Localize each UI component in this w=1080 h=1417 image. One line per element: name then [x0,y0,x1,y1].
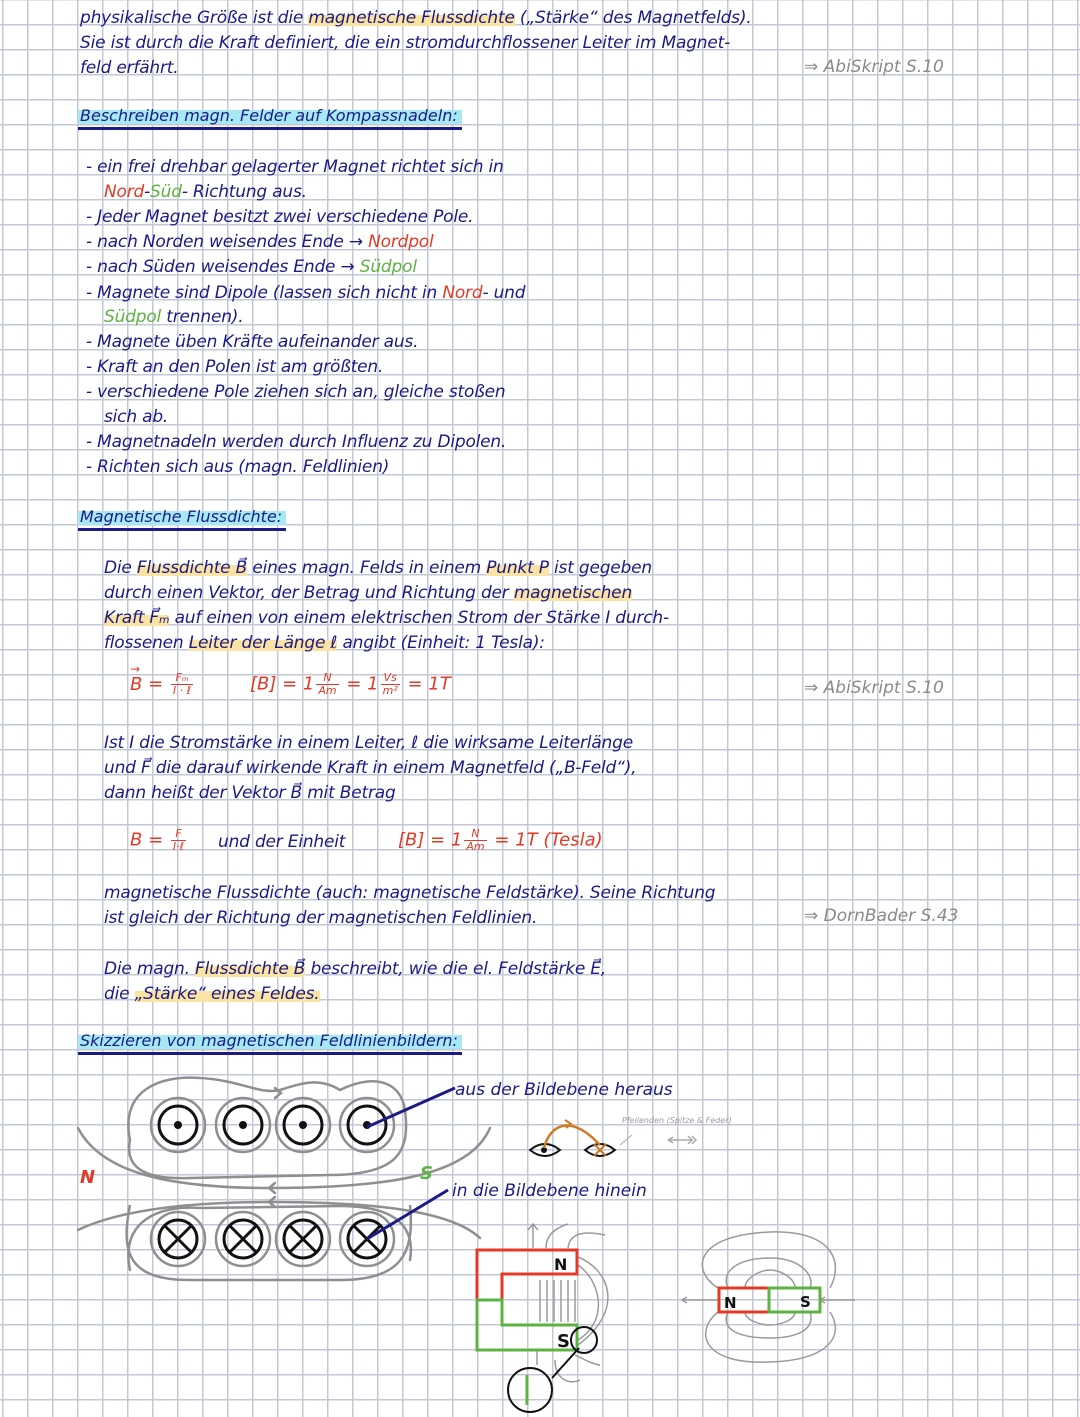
denominator: Am [318,684,337,697]
flux-p2-line-1: Ist I die Stromstärke in einem Leiter, ℓ die wirksame Leiterlänge [104,733,633,753]
suedpol-word: Südpol [104,307,162,327]
fraction [381,672,400,697]
text: beschreibt, wie die el. Feldstärke E⃗, [305,959,607,979]
bar-n-label: N [724,1294,737,1312]
sep: - [144,182,151,202]
highlight-magnetic-flux-density: magnetische Flussdichte [308,8,515,28]
compass-item-5b [104,305,243,330]
intro-line-2: Sie ist durch die Kraft definiert, die ein stromdurchflossener Leiter im Magnet- [80,33,731,53]
text: - und [482,283,526,303]
formula-lhs: B = [130,829,164,851]
flux-p1-line-4 [104,631,545,656]
text: Die [104,558,137,578]
text: ist gegeben [548,558,652,578]
compass-item-10: - Richten sich aus (magn. Feldlinien) [86,457,390,477]
bar-magnet-diagram [670,1220,870,1380]
unit-mid: = 1 [346,673,379,695]
pole-n-label: N [80,1167,96,1188]
flux-p1-line-2 [104,581,632,606]
numerator: Vs [381,672,400,685]
compass-item-3 [86,230,434,255]
heading-flux-density: Magnetische Flussdichte: [78,507,286,531]
horseshoe-s-label: S [557,1331,570,1352]
flux-p2-line-3: dann heißt der Vektor B⃗ mit Betrag [104,783,396,803]
formula-2-text: und der Einheit [218,832,346,852]
compass-item-1b [104,180,307,205]
text: - Richtung aus. [181,182,307,202]
compass-item-5a [86,281,525,306]
text: trennen). [161,307,244,327]
text: eines magn. Felds in einem [247,558,487,578]
fraction [171,828,186,853]
text: Die magn. [104,959,196,979]
text: durch einen Vektor, der Betrag und Richtung der [104,583,514,603]
numerator: Fₘ [171,672,193,685]
flux-p4-line-2 [104,982,320,1007]
flux-p3-line-2: ist gleich der Richtung der magnetischen Feldlinien. [104,908,538,928]
pole-s-label: S [420,1163,433,1184]
flux-p3-line-1: magnetische Flussdichte (auch: magnetische Feldstärke). Seine Richtung [104,883,716,903]
denominator: Am [466,840,485,853]
south-word: Süd [150,182,182,202]
compass-item-6: - Magnete üben Kräfte aufeinander aus. [86,332,419,352]
compass-item-2: - Jeder Magnet besitzt zwei verschiedene Pole. [86,207,474,227]
suedpol-word: Südpol [359,257,417,277]
intro-text: physikalische Größe ist die [80,8,309,28]
formula-unit-tesla-2 [398,828,603,853]
heading-field-line-sketches: Skizzieren von magnetischen Feldlinienbildern: [78,1031,462,1055]
north-word: Nord [104,182,145,202]
formula-unit-tesla [250,672,451,697]
highlight: Kraft F⃗ₘ [104,608,170,628]
label-arrow-ends: Pfeilenden (Spitze & Feder) [622,1116,732,1125]
denominator: I · ℓ [172,684,192,697]
text: - nach Süden weisendes Ende → [86,257,360,277]
intro-text: („Stärke“ des Magnetfelds). [514,8,752,28]
unit-lhs: [B] = 1 [398,829,463,851]
text: auf einen von einem elektrischen Strom der Stärke I durch- [169,608,669,628]
reference-dornbader: ⇒ DornBader S.43 [804,906,959,926]
denominator: I·ℓ [172,840,185,853]
fraction [464,828,486,853]
compass-item-7: - Kraft an den Polen ist am größten. [86,357,384,377]
formula-lhs: → B [130,674,142,695]
text: - Magnete sind Dipole (lassen sich nicht in [86,283,443,303]
intro-line-3: feld erfährt. [80,58,179,78]
highlight: Flussdichte B⃗ [195,959,306,979]
unit-rhs: = 1T [407,673,451,695]
flux-p1-line-3 [104,606,669,631]
label-into-plane: in die Bildebene hinein [452,1181,647,1201]
highlight: „Stärke“ eines Feldes. [134,984,320,1004]
numerator: N [464,828,486,841]
highlight: magnetischen [513,583,633,603]
fraction [171,672,193,697]
highlight: Punkt P [486,558,549,578]
text: - nach Norden weisendes Ende → [86,232,369,252]
text: flossenen [104,633,189,653]
highlight: Flussdichte B⃗ [136,558,248,578]
unit-lhs: [B] = 1 [250,673,315,695]
reference-abiskript-2: ⇒ AbiSkript S.10 [804,678,944,698]
formula-flux-density-magnitude [130,828,188,853]
numerator: N [316,672,338,685]
nord-word: Nord [442,283,483,303]
heading-compass: Beschreiben magn. Felder auf Kompassnadeln: [78,106,462,130]
reference-abiskript-1: ⇒ AbiSkript S.10 [804,57,944,77]
horseshoe-magnet-diagram [460,1210,640,1417]
formula-flux-density-vector: → B = $\frac{\text{Fₘ}}{\text{I · ℓ}}$ [130,672,195,697]
compass-item-1a: - ein frei drehbar gelagerter Magnet richtet sich in [86,157,504,177]
compass-item-4 [86,255,417,280]
compass-item-8b: sich ab. [104,407,169,427]
fraction [316,672,338,697]
numerator: F [171,828,186,841]
compass-item-9: - Magnetnadeln werden durch Influenz zu Dipolen. [86,432,507,452]
denominator: m² [382,684,398,697]
text: angibt (Einheit: 1 Tesla): [337,633,545,653]
nordpol-word: Nordpol [368,232,434,252]
bar-s-label: S [800,1293,811,1311]
text: die [104,984,135,1004]
horseshoe-n-label: N [554,1255,568,1274]
compass-item-8a: - verschiedene Pole ziehen sich an, gleiche stoßen [86,382,506,402]
unit-rhs: = 1T (Tesla) [494,829,603,851]
highlight: Leiter der Länge ℓ [188,633,338,653]
label-out-of-plane: aus der Bildebene heraus [455,1080,673,1100]
flux-p2-line-2: und F⃗ die darauf wirkende Kraft in einem Magnetfeld („B-Feld“), [104,758,637,778]
flux-p4-line-1 [104,957,606,982]
intro-line-1 [80,6,751,31]
flux-p1-line-1 [104,556,652,581]
